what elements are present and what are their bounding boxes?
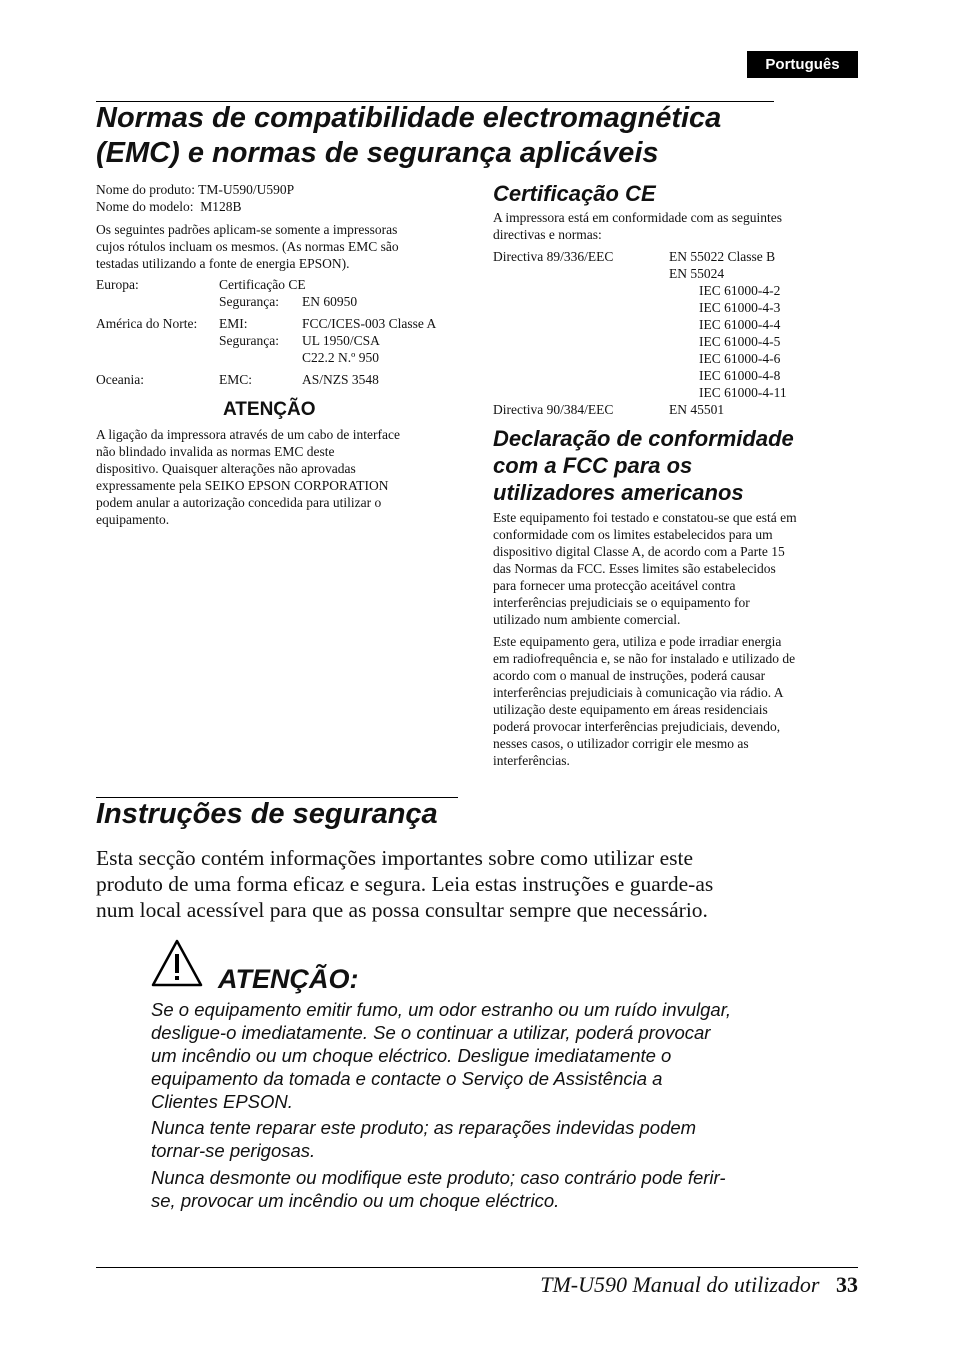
attention-text <box>96 426 466 528</box>
text-line: Esta secção contém informações importantes sobre como utilizar este <box>96 846 694 870</box>
iec-standard: IEC 61000-4-11 <box>699 385 787 400</box>
product-name-label: Nome do produto: <box>96 182 195 197</box>
warning-paragraph-1 <box>151 998 866 1113</box>
warning-paragraph-2 <box>151 1116 866 1162</box>
emc-intro <box>96 221 466 272</box>
ce-heading: Certificação CE <box>493 181 656 206</box>
standard-type: EMC: <box>219 372 253 387</box>
text-line: Os seguintes padrões aplicam-se somente a impressoras <box>96 222 398 237</box>
iec-standard: IEC 61000-4-5 <box>699 334 781 349</box>
directive-standard: EN 55024 <box>669 266 725 281</box>
text-line: em radiofrequência e, se não for instalado e utilizado de <box>493 651 796 666</box>
text-line: Este equipamento foi testado e constatou-se que está em <box>493 510 797 525</box>
standard-value: C22.2 N.º 950 <box>302 350 379 365</box>
text-line: cujos rótulos incluam os mesmos. (As normas EMC são <box>96 239 399 254</box>
standard-value: UL 1950/CSA <box>302 333 380 348</box>
directive-standard: EN 55022 Classe B <box>669 249 776 264</box>
language-tab: Português <box>747 51 858 78</box>
heading-line: Declaração de conformidade <box>493 426 794 451</box>
fcc-paragraph-2 <box>493 633 863 769</box>
text-line: num local acessível para que as possa consultar sempre que necessário. <box>96 898 708 922</box>
heading-line: utilizadores americanos <box>493 480 744 505</box>
text-line: desligue-o imediatamente. Se o continuar a utilizar, poderá provocar <box>151 1022 711 1043</box>
text-line: interferências prejudiciais à comunicação via rádio. A <box>493 685 784 700</box>
region-oceania: Oceania: <box>96 372 144 387</box>
text-line: nesses casos, o utilizador corrigir ele mesmo as <box>493 736 749 751</box>
attention-heading: ATENÇÃO <box>223 399 316 420</box>
text-line: para fornecer uma protecção aceitável contra <box>493 578 736 593</box>
standard-type: Certificação CE <box>219 277 306 292</box>
text-line: produto de uma forma eficaz e segura. Leia estas instruções e guarde-as <box>96 872 714 896</box>
text-line: um incêndio ou um choque eléctrico. Desligue imediatamente o <box>151 1045 672 1066</box>
safety-title: Instruções de segurança <box>96 798 438 830</box>
standard-type: Segurança: <box>219 294 279 309</box>
standard-type: Segurança: <box>219 333 279 348</box>
text-line: utilizado num ambiente comercial. <box>493 612 681 627</box>
warning-paragraph-3 <box>151 1166 866 1212</box>
text-line: interferências. <box>493 753 570 768</box>
ce-intro <box>493 209 863 243</box>
text-line: equipamento. <box>96 512 170 527</box>
model-name-value: M128B <box>200 199 242 214</box>
iec-standard: IEC 61000-4-3 <box>699 300 781 315</box>
text-line: poderá provocar interferências prejudiciais, devendo, <box>493 719 781 734</box>
standard-value: AS/NZS 3548 <box>302 372 379 387</box>
safety-intro <box>96 845 866 923</box>
text-line: expressamente pela SEIKO EPSON CORPORATION <box>96 478 389 493</box>
text-line: tornar-se perigosas. <box>151 1140 316 1161</box>
emc-title-line: Normas de compatibilidade electromagnética <box>96 102 722 134</box>
text-line: podem anular a autorização concedida para utilizar o <box>96 495 382 510</box>
product-name-value: TM-U590/U590P <box>198 182 295 197</box>
text-line: dispositivo. Quaisquer alterações não aprovadas <box>96 461 356 476</box>
fcc-heading <box>493 425 863 506</box>
footer-rule <box>96 1267 858 1268</box>
text-line: acordo com o manual de instruções, poderá causar <box>493 668 766 683</box>
emc-title-line: (EMC) e normas de segurança aplicáveis <box>96 137 659 169</box>
standard-value: EN 60950 <box>302 294 358 309</box>
text-line: Nunca desmonte ou modifique este produto; caso contrário pode ferir- <box>151 1167 726 1188</box>
text-line: Este equipamento gera, utiliza e pode irradiar energia <box>493 634 782 649</box>
fcc-paragraph-1 <box>493 509 863 628</box>
standard-value: FCC/ICES-003 Classe A <box>302 316 437 331</box>
text-line: conformidade com os limites estabelecidos para um <box>493 527 773 542</box>
directive-label: Directiva 90/384/EEC <box>493 402 614 417</box>
heading-line: com a FCC para os <box>493 453 693 478</box>
model-name-label: Nome do modelo: <box>96 199 194 214</box>
text-line: A impressora está em conformidade com as seguintes <box>493 210 783 225</box>
manual-title: TM-U590 Manual do utilizador <box>540 1272 820 1297</box>
text-line: dispositivo digital Classe A, de acordo com a Parte 15 <box>493 544 785 559</box>
text-line: das Normas da FCC. Esses limites são estabelecidos <box>493 561 776 576</box>
warning-heading: ATENÇÃO: <box>218 964 359 994</box>
text-line: não blindado invalida as normas EMC deste <box>96 444 335 459</box>
text-line: Clientes EPSON. <box>151 1091 293 1112</box>
product-info <box>96 181 466 215</box>
text-line: interferências prejudiciais se o equipamento for <box>493 595 750 610</box>
standard-type: EMI: <box>219 316 248 331</box>
text-line: equipamento da tomada e contacte o Serviço de Assistência a <box>151 1068 663 1089</box>
page-number: 33 <box>836 1272 858 1297</box>
text-line: directivas e normas: <box>493 227 602 242</box>
text-line: Nunca tente reparar este produto; as reparações indevidas podem <box>151 1117 697 1138</box>
text-line: testadas utilizando a fonte de energia EPSON). <box>96 256 350 271</box>
ce-directives <box>493 248 863 418</box>
warning-triangle-icon <box>150 938 204 988</box>
region-north-america: América do Norte: <box>96 316 198 331</box>
iec-standard: IEC 61000-4-4 <box>699 317 781 332</box>
text-line: utilização deste equipamento em áreas residenciais <box>493 702 768 717</box>
standards-table <box>96 276 466 391</box>
iec-standard: IEC 61000-4-2 <box>699 283 781 298</box>
region-europe: Europa: <box>96 277 139 292</box>
directive-label: Directiva 89/336/EEC <box>493 249 614 264</box>
emc-title <box>96 101 856 171</box>
text-line: Se o equipamento emitir fumo, um odor estranho ou um ruído invulgar, <box>151 999 731 1020</box>
directive-standard: EN 45501 <box>669 402 725 417</box>
text-line: A ligação da impressora através de um cabo de interface <box>96 427 400 442</box>
iec-standard: IEC 61000-4-6 <box>699 351 781 366</box>
text-line: se, provocar um incêndio ou um choque eléctrico. <box>151 1190 560 1211</box>
iec-standard: IEC 61000-4-8 <box>699 368 781 383</box>
footer <box>540 1272 858 1298</box>
